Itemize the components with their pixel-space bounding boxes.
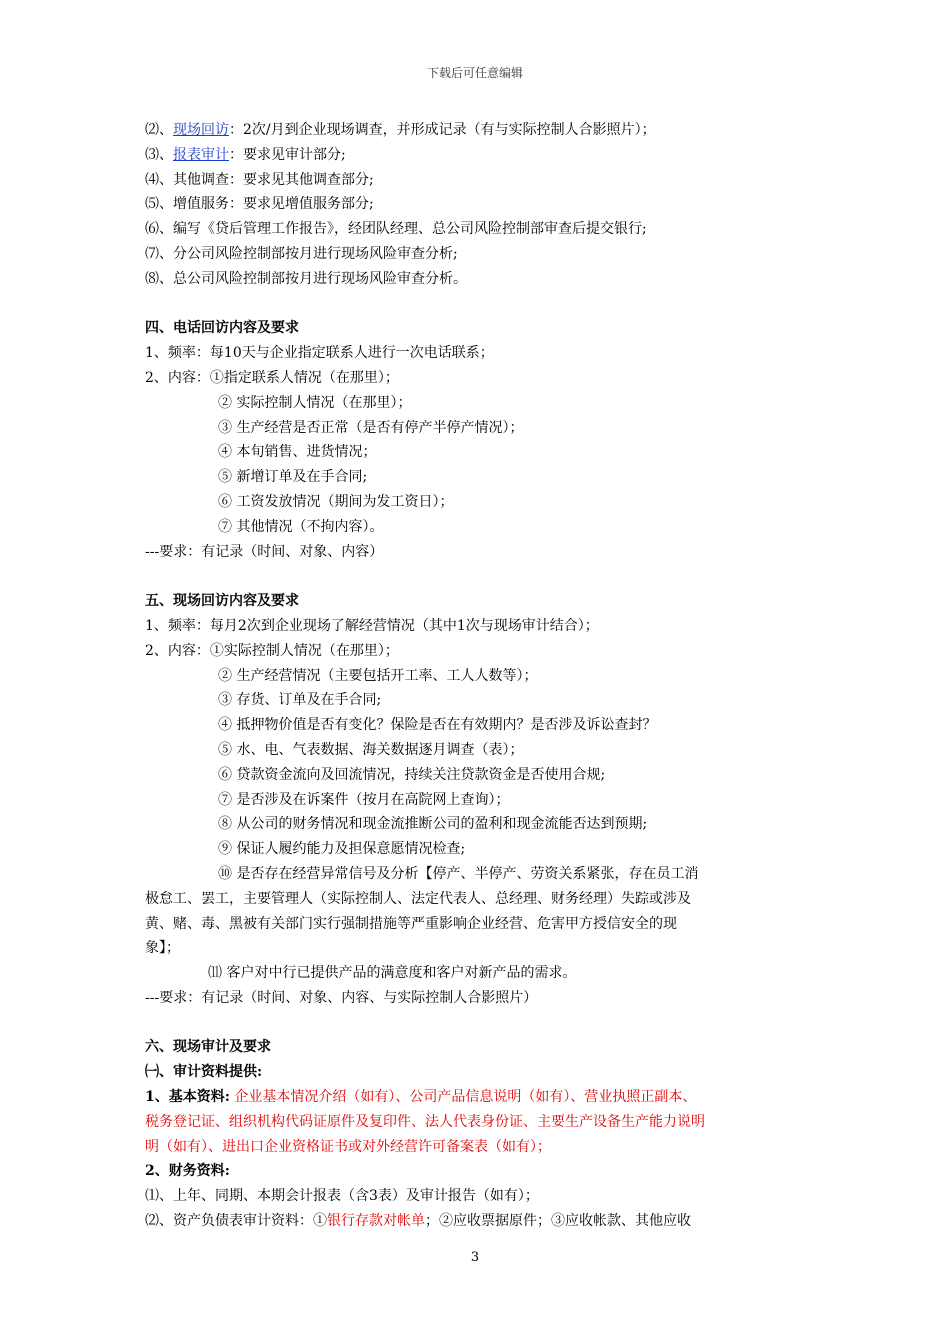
requirement-line: ---要求：有记录（时间、对象、内容、与实际控制人合影照片） [145, 989, 538, 1006]
list-item: ⑦ 其他情况（不拘内容）。 [218, 518, 384, 535]
list-item: ② 生产经营情况（主要包括开工率、工人人数等）； [218, 667, 538, 684]
content-line: 2、内容：①实际控制人情况（在那里）； [145, 642, 399, 659]
frequency-line: 1、频率：每10天与企业指定联系人进行一次电话联系； [145, 345, 494, 362]
list-item: ⑥ 工资发放情况（期间为发工资日）； [218, 493, 454, 510]
list-item: ⑴、上年、同期、本期会计报表（含3表）及审计报告（如有）； [145, 1188, 539, 1205]
list-item: ⑥ 贷款资金流向及回流情况，持续关注贷款资金是否使用合规; [218, 766, 606, 783]
financial-materials-label: 2、财务资料: [145, 1163, 230, 1180]
list-item: ⑵、现场回访：2次/月到企业现场调查，并形成记录（有与实际控制人合影照片）； [145, 122, 656, 138]
list-item: ③ 存货、订单及在手合同; [218, 692, 382, 709]
frequency-line: 1、频率：每月2次到企业现场了解经营情况（其中1次与现场审计结合）； [145, 617, 599, 634]
section-heading-onsite-audit: 六、现场审计及要求 [145, 1039, 271, 1056]
section-heading-onsite-visit: 五、现场回访内容及要求 [145, 593, 299, 610]
list-item-continued: 黄、赌、毒、黑被有关部门实行强制措施等严重影响企业经营、危害甲方授信安全的现 [145, 915, 677, 932]
list-item: ⑾ 客户对中行已提供产品的满意度和客户对新产品的需求。 [208, 965, 577, 982]
list-item: ⑧ 从公司的财务情况和现金流推断公司的盈利和现金流能否达到预期; [218, 816, 648, 833]
list-item: ⑺、分公司风险控制部按月进行现场风险审查分析; [145, 245, 458, 262]
list-item: ② 实际控制人情况（在那里）； [218, 394, 412, 411]
list-item: ⑷、其他调查：要求见其他调查部分; [145, 171, 374, 188]
page-header: 下载后可任意编辑 [426, 66, 523, 80]
list-item: ⑤ 新增订单及在手合同; [218, 469, 368, 486]
onsite-visit-link[interactable]: 现场回访 [173, 122, 229, 138]
list-item: ④ 抵押物价值是否有变化？保险是否在有效期内？是否涉及诉讼查封？ [218, 717, 657, 734]
list-item: ⑨ 保证人履约能力及担保意愿情况检查; [218, 841, 466, 858]
page-number: 3 [470, 1250, 480, 1265]
basic-materials-continued: 明（如有）、进出口企业资格证书或对外经营许可备案表（如有）； [145, 1138, 551, 1155]
basic-materials-continued: 税务登记证、组织机构代码证原件及复印件、法人代表身份证、主要生产设备生产能力说明 [145, 1113, 705, 1130]
section-heading-phone-visit: 四、电话回访内容及要求 [145, 320, 299, 337]
list-item: ⑸、增值服务：要求见增值服务部分; [145, 196, 374, 213]
report-audit-link[interactable]: 报表审计 [173, 146, 229, 163]
requirement-line: ---要求：有记录（时间、对象、内容） [145, 543, 384, 560]
list-item: ④ 本旬销售、进货情况； [218, 444, 377, 461]
document-body [145, 118, 825, 1234]
list-item: ⑹、编写《贷后管理工作报告》，经团队经理、总公司风险控制部审查后提交银行; [145, 221, 647, 238]
list-item-continued: 极怠工、罢工，主要管理人（实际控制人、法定代表人、总经理、财务经理）失踪或涉及 [145, 890, 691, 907]
list-item-continued: 象】； [145, 940, 180, 957]
list-item: ⑶、报表审计：要求见审计部分; [145, 146, 346, 163]
content-line: 2、内容：①指定联系人情况（在那里）； [145, 369, 399, 386]
list-item: ⑩ 是否存在经营异常信号及分析【停产、半停产、劳资关系紧张，存在员工消 [218, 865, 699, 882]
list-item: ⑵、资产负债表审计资料：①银行存款对帐单；②应收票据原件；③应收帐款、其他应收 [145, 1213, 691, 1230]
list-item: ⑻、总公司风险控制部按月进行现场风险审查分析。 [145, 270, 467, 287]
subsection-heading: ㈠、审计资料提供: [145, 1064, 263, 1081]
basic-materials-line: 1、基本资料: 企业基本情况介绍（如有）、公司产品信息说明（如有）、营业执照正副本、 [145, 1089, 697, 1106]
list-item: ③ 生产经营是否正常（是否有停产半停产情况）； [218, 419, 524, 436]
list-item: ⑤ 水、电、气表数据、海关数据逐月调查（表）； [218, 741, 524, 758]
list-item: ⑦ 是否涉及在诉案件（按月在高院网上查询）； [218, 791, 510, 808]
